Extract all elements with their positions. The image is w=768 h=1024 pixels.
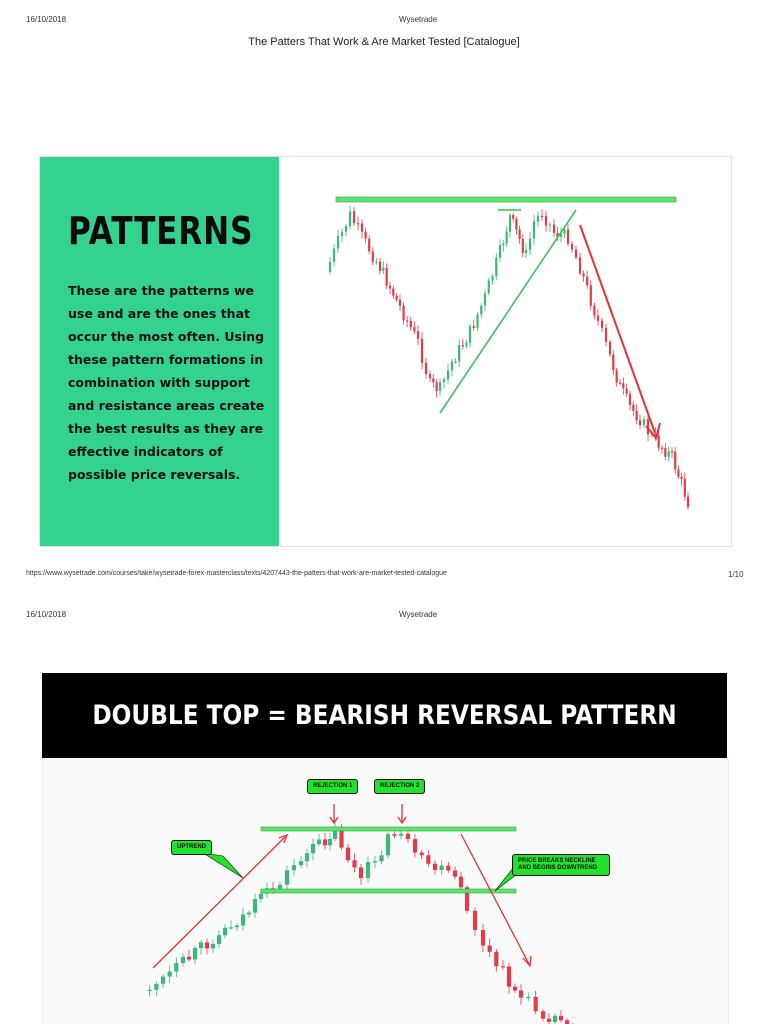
candle-body: [563, 229, 565, 233]
candle-body: [285, 870, 289, 884]
candle-body: [349, 211, 351, 226]
candle-body: [601, 321, 603, 328]
candle-body: [386, 268, 388, 286]
candle-body: [417, 331, 419, 338]
patterns-text-panel: [40, 157, 279, 546]
candle-body: [506, 232, 508, 244]
candle-body: [392, 288, 394, 295]
candle-body: [629, 394, 631, 405]
candle-body: [425, 363, 427, 374]
candle-body: [567, 229, 569, 243]
candle-body: [443, 379, 445, 382]
candle-body: [341, 232, 343, 236]
candle-body: [643, 419, 645, 425]
candle-body: [217, 935, 221, 944]
candle-body: [658, 436, 660, 448]
candle-body: [352, 860, 356, 867]
candle-body: [636, 411, 638, 421]
candle-body: [597, 316, 599, 321]
candle-body: [494, 952, 498, 966]
candle-body: [305, 853, 309, 861]
candle-body: [547, 1019, 551, 1022]
candle-body: [495, 258, 497, 276]
candle-body: [519, 229, 521, 238]
candle-body: [484, 293, 486, 305]
candle-body: [426, 855, 430, 864]
candle-body: [575, 249, 577, 257]
candle-body: [534, 997, 538, 1011]
candle-body: [433, 864, 437, 870]
candle-body: [583, 273, 585, 276]
candle-body: [455, 362, 457, 363]
candle-body: [499, 245, 501, 258]
candle-body: [458, 345, 460, 361]
candle-body: [399, 834, 403, 836]
candle-body: [453, 871, 457, 877]
candle-body: [668, 451, 670, 456]
candle-body: [382, 268, 384, 271]
candle-body: [473, 911, 477, 930]
candle-body: [488, 946, 492, 952]
candle-body: [545, 216, 547, 226]
candle-body: [361, 223, 363, 231]
candle-body: [687, 497, 689, 508]
candle-body: [571, 244, 573, 250]
candle-body: [413, 327, 415, 331]
candle-body: [328, 839, 332, 845]
candle-body: [365, 232, 367, 239]
double-top-heading: DOUBLE TOP = BEARISH REVERSAL PATTERN: [92, 700, 677, 731]
page-title: The Patters That Work & Are Market Tested [Catalogue]: [248, 36, 520, 48]
candle-body: [515, 219, 517, 230]
candle-body: [526, 997, 530, 998]
candle-body: [366, 862, 370, 878]
footer-url[interactable]: https://www.wysetrade.com/courses/take/wysetrade-forex-masterclass/texts/4207443-the-patters-that-work-are-market-tested-catalogue: [26, 570, 447, 577]
candle-body: [259, 894, 263, 899]
candle-body: [436, 382, 438, 391]
candle-body: [533, 221, 535, 238]
candle-body: [446, 866, 450, 871]
candle-body: [345, 226, 347, 232]
candle-body: [440, 866, 444, 870]
candle-body: [513, 987, 517, 991]
candle-body: [605, 328, 607, 342]
candle-body: [235, 926, 239, 928]
candle-body: [161, 977, 165, 984]
candle-body: [541, 1011, 545, 1018]
candle-body: [549, 224, 551, 225]
candle-body: [247, 913, 251, 915]
patterns-heading: PATTERNS: [68, 209, 254, 253]
candle-body: [622, 383, 624, 388]
candle-body: [681, 477, 683, 479]
neckline-level: [261, 889, 516, 893]
candle-body: [399, 300, 401, 306]
candle-body: [323, 839, 327, 845]
candle-body: [253, 899, 257, 913]
candle-body: [278, 885, 282, 889]
candle-body: [439, 382, 441, 391]
candle-body: [421, 339, 423, 363]
candle-body: [509, 215, 511, 232]
candle-body: [522, 239, 524, 253]
candle-body: [491, 276, 493, 280]
candle-body: [375, 262, 377, 263]
candle-body: [429, 374, 431, 378]
site-name: Wysetrade: [399, 15, 438, 24]
candle-body: [590, 285, 592, 305]
candle-body: [553, 1016, 557, 1022]
candle-body: [684, 479, 686, 497]
patterns-description: These are the patterns we use and are the ones that occur the most often. Using these pattern formations in combination with support and resistance areas create the best results as they are effective indicators of possible price reversals.: [68, 283, 265, 482]
trend-line: [440, 210, 576, 413]
patterns-price-chart: [280, 157, 730, 546]
candle-body: [346, 848, 350, 861]
candle-body: [473, 326, 475, 328]
candle-body: [406, 320, 408, 321]
print-date-2: 16/10/2018: [26, 610, 67, 619]
candle-body: [616, 370, 618, 382]
candle-body: [333, 248, 335, 261]
candle-body: [241, 914, 245, 925]
candle-body: [406, 834, 410, 839]
candle-body: [359, 867, 363, 878]
candle-body: [410, 321, 412, 327]
candle-body: [413, 839, 417, 852]
candle-body: [661, 448, 663, 449]
candle-body: [292, 865, 296, 870]
candle-body: [593, 306, 595, 316]
candle-body: [529, 238, 531, 249]
candle-body: [368, 239, 370, 252]
candle-body: [459, 877, 463, 888]
candle-body: [420, 853, 424, 856]
rejection1-callout: REJECTION 1: [307, 779, 358, 794]
candle-body: [502, 244, 504, 245]
candle-body: [317, 839, 321, 844]
candle-body: [389, 286, 391, 289]
candle-body: [519, 990, 523, 997]
candle-body: [525, 250, 527, 253]
uptrend-callout-tail: [203, 853, 243, 878]
candle-body: [507, 967, 511, 987]
candle-body: [229, 927, 233, 928]
candle-body: [379, 262, 381, 271]
candle-body: [553, 224, 555, 232]
candle-body: [199, 942, 203, 948]
page-number: 1/10: [728, 570, 744, 579]
candle-body: [612, 355, 614, 371]
candle-body: [174, 963, 178, 972]
candle-body: [480, 306, 482, 315]
candle-body: [586, 276, 588, 285]
downtrend-arrow: [580, 225, 655, 433]
candle-body: [357, 223, 359, 224]
candle-body: [465, 343, 467, 347]
rejection2-callout: REJECTION 2: [374, 779, 425, 794]
candle-body: [432, 378, 434, 382]
candle-body: [181, 957, 185, 963]
candle-body: [462, 345, 464, 346]
candle-body: [148, 990, 152, 991]
candle-body: [664, 448, 666, 457]
candle-body: [223, 928, 227, 935]
site-name-2: Wysetrade: [399, 610, 438, 619]
neckline-callout: PRICE BREAKS NECKLINE AND BEGINS DOWNTREND: [512, 854, 610, 876]
candle-body: [396, 296, 398, 300]
candle-body: [565, 1020, 569, 1024]
candle-body: [626, 388, 628, 393]
patterns-banner: [39, 156, 732, 547]
candle-body: [337, 236, 339, 248]
candle-body: [619, 383, 621, 384]
candle-body: [392, 834, 396, 836]
double-top-chart: [43, 758, 728, 1024]
resistance-line: [336, 197, 676, 202]
uptrend-callout: UPTREND: [171, 840, 212, 855]
candle-body: [481, 930, 485, 946]
candle-body: [329, 262, 331, 272]
candle-body: [386, 834, 390, 855]
candle-body: [299, 861, 303, 865]
candle-body: [372, 251, 374, 261]
candle-body: [353, 211, 355, 223]
candle-body: [476, 314, 478, 327]
candle-body: [501, 966, 505, 967]
candle-body: [311, 844, 315, 853]
candle-body: [674, 452, 676, 470]
candle-body: [632, 405, 634, 411]
candle-body: [609, 342, 611, 355]
candle-body: [469, 326, 471, 342]
resistance-level: [261, 827, 516, 831]
candle-body: [579, 257, 581, 273]
double-top-header: [42, 673, 727, 758]
candle-body: [488, 281, 490, 294]
candle-body: [559, 1016, 563, 1020]
candle-body: [403, 306, 405, 321]
print-date: 16/10/2018: [26, 15, 67, 24]
candle-body: [537, 216, 539, 222]
candle-body: [671, 451, 673, 452]
candle-body: [447, 370, 449, 379]
candle-body: [193, 948, 197, 959]
candle-body: [373, 861, 377, 862]
candle-body: [205, 942, 209, 948]
candle-body: [639, 420, 641, 425]
candle-body: [451, 362, 453, 371]
candle-body: [541, 216, 543, 217]
double-top-chart-panel: [42, 758, 729, 1024]
candle-body: [168, 972, 172, 977]
candle-body: [512, 215, 514, 219]
candlesticks: [329, 206, 689, 510]
candle-body: [211, 944, 215, 949]
candle-body: [379, 855, 383, 861]
candle-body: [187, 957, 191, 960]
candle-body: [154, 984, 158, 990]
candle-body: [677, 469, 679, 476]
